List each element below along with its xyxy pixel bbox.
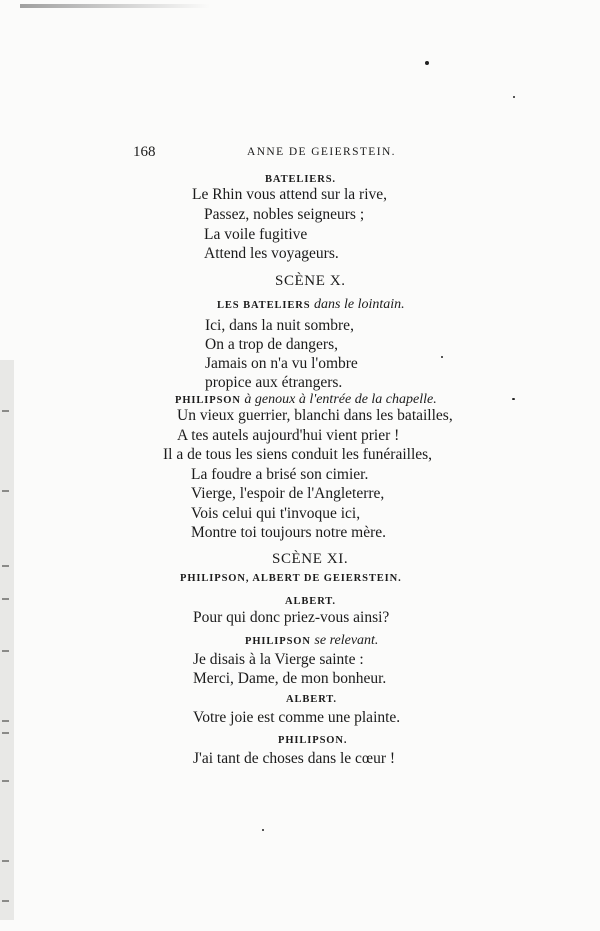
verse-line: Vois celui qui t'invoque ici, xyxy=(191,505,361,522)
verse-line: La voile fugitive xyxy=(204,226,308,243)
verse-line: Merci, Dame, de mon bonheur. xyxy=(193,670,387,687)
verse-line: Vierge, l'espoir de l'Angleterre, xyxy=(191,485,385,502)
scene-heading: SCÈNE X. xyxy=(275,273,346,289)
verse-line: A tes autels aujourd'hui vient prier ! xyxy=(177,427,400,444)
verse-line: Jamais on n'a vu l'ombre xyxy=(205,355,358,372)
speaker-name: PHILIPSON xyxy=(175,395,241,406)
ink-speck xyxy=(512,398,515,400)
stage-direction-line xyxy=(217,297,405,313)
verse-line: J'ai tant de choses dans le cœur ! xyxy=(193,750,396,767)
verse-line: Un vieux guerrier, blanchi dans les batailles, xyxy=(177,407,453,424)
verse-line: propice aux étrangers. xyxy=(205,374,343,391)
verse-line: Pour qui donc priez-vous ainsi? xyxy=(193,609,390,626)
ink-speck xyxy=(441,356,443,358)
stage-direction: dans le lointain. xyxy=(314,297,405,312)
page-number: 168 xyxy=(133,144,156,160)
stage-direction: se relevant. xyxy=(314,633,379,648)
scan-artifact-top xyxy=(20,4,210,8)
verse-line: Je disais à la Vierge sainte : xyxy=(193,651,364,668)
ink-speck xyxy=(513,96,515,98)
verse-line: Votre joie est comme une plainte. xyxy=(193,709,401,726)
stage-direction-line xyxy=(245,633,378,649)
verse-line: Le Rhin vous attend sur la rive, xyxy=(192,186,387,203)
scene-persons: PHILIPSON, ALBERT DE GEIERSTEIN. xyxy=(180,573,402,584)
speaker-albert: ALBERT. xyxy=(285,596,336,607)
stage-direction: à genoux à l'entrée de la chapelle. xyxy=(244,392,437,407)
speaker-name: LES BATELIERS xyxy=(217,300,311,311)
verse-line: Il a de tous les siens conduit les funérailles, xyxy=(163,446,433,463)
speaker-bateliers: BATELIERS. xyxy=(265,174,336,185)
ink-speck xyxy=(262,829,264,831)
speaker-philipson: PHILIPSON. xyxy=(278,735,348,746)
running-title: ANNE DE GEIERSTEIN. xyxy=(247,146,396,158)
stage-direction-line xyxy=(175,392,437,408)
speaker-albert: ALBERT. xyxy=(286,694,337,705)
ink-speck xyxy=(425,61,429,65)
verse-line: Ici, dans la nuit sombre, xyxy=(205,317,354,334)
verse-line: Passez, nobles seigneurs ; xyxy=(204,206,365,223)
speaker-name: PHILIPSON xyxy=(245,636,311,647)
verse-line: On a trop de dangers, xyxy=(205,336,338,353)
scene-heading: SCÈNE XI. xyxy=(272,551,349,567)
verse-line: Attend les voyageurs. xyxy=(204,245,339,262)
verse-line: Montre toi toujours notre mère. xyxy=(191,524,386,541)
scan-left-edge xyxy=(0,360,14,920)
verse-line: La foudre a brisé son cimier. xyxy=(191,466,369,483)
